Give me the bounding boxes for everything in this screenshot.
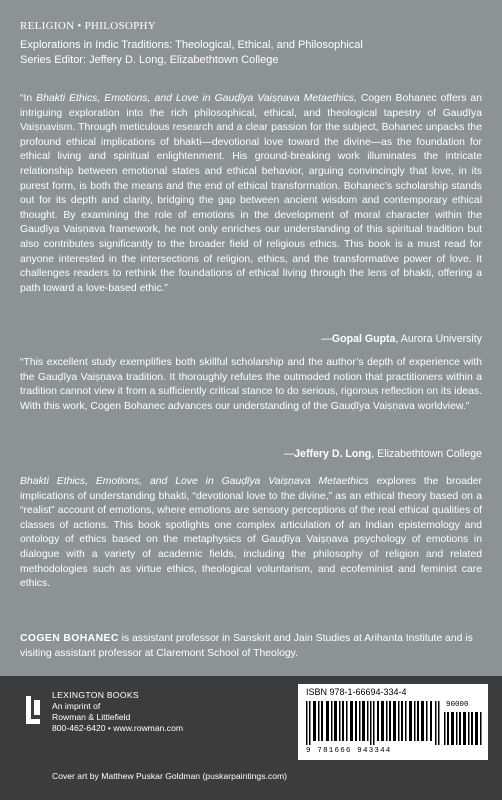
series-editor: Series Editor: Jeffery D. Long, Elizabethtown College [20,54,279,66]
barcode-number: 9 781666 943344 [306,747,392,755]
author-bio-text: is assistant professor in Sanskrit and Jain Studies at Arihanta Institute and is visiting assistant professor at Claremont School of Theology. [20,633,473,659]
publisher-line2: Rowman & Littlefield [52,712,131,722]
publisher-name: LEXINGTON BOOKS [52,690,139,700]
endorser-name: Jeffery D. Long [294,448,372,460]
quote-text: Cogen Bohanec offers an intriguing exploration into the rich philosophical, ethical, and theological tapestry of Gauḍīya Vaiṣṇavism. Through meticulous research and a clear passion for the subject, Bohanec unpacks the profound ethical implications of bhakti—devotional love toward the divine—as the foundation for ethical living and spiritual enlightenment. His ground-breaking work illuminates the intricate relationship between emotional states and ethical behavior, arguing convincingly that love, in its purest form, is both the means and the end of ethical transformation. Bohanec’s scholarship stands out for its depth and clarity, bridging the gap between ancient wisdom and contemporary ethical thought. By examining the role of emotions in the development of moral character within the Gauḍīya Vaiṣṇava framework, he not only enriches our understanding of this spiritual tradition but also contributes significantly to the broader field of religious ethics. This book is a must read for anyone interested in the intersections of religion, ethics, and the transformative power of love. It challenges readers to rethink the foundations of ethical living through the lens of bhakti, offering a path toward a love-based ethic.” [20,93,482,294]
attr-dash: — [321,333,332,345]
barcode-bars-icon [306,701,440,745]
quote-open: “In [20,93,37,104]
publisher-band [0,676,502,800]
price-code: 90000 [446,701,469,709]
endorser-affiliation: , Elizabethtown College [371,448,482,460]
header [20,20,490,68]
series-title: Explorations in Indic Traditions: Theological, Ethical, and Philosophical [20,39,363,51]
publisher-info [52,690,183,734]
isbn-text: ISBN 978-1-66694-334-4 [306,687,407,697]
endorsement-quote-2: “This excellent study exemplifies both skillful scholarship and the author’s depth of experience with the Gauḍīya Vaiṣṇava tradition. It thoroughly refutes the outmoded notion that practitioners within a tradition cannot view it from a sufficiently critical stance to do serious, rigorous reflection on its ideas. With this work, Cogen Bohanec advances our understanding of the Gauḍīya Vaiṣṇava worldview.” [20,357,482,412]
publisher-line1: An imprint of [52,701,101,711]
lexington-logo-icon [22,694,44,728]
publisher-contact: 800-462-6420 • www.rowman.com [52,723,184,733]
author-bio [20,632,482,661]
addon-barcode-icon [444,712,482,745]
cover-art-credit: Cover art by Matthew Puskar Goldman (puskarpaintings.com) [52,771,287,781]
isbn-barcode [298,684,488,760]
attr-dash: — [283,448,295,460]
description-text: explores the broader implications of understanding bhakti, “devotional love to the divine,” as an ethical theory based on a “realist” account of emotions, where emotions are sensory perceptions of the real ethical qualities of classes of actions. This book spotlights one complex articulation of an Indian epistemology and ontology of ethics based on the metaphysics of Gauḍīya Vaiṣṇava psychology of emotions in dialogue with a variety of academic fields, including the philosophy of religion and related methodologies such as virtue ethics, theological voluntarism, and ecofeminist and feminist care ethics. [20,476,482,590]
book-description [20,475,482,592]
author-name: COGEN BOHANEC [20,633,119,644]
endorsement-quote-1 [20,92,482,296]
endorsement-attribution-1 [321,333,482,345]
quote-book-title: Bhakti Ethics, Emotions, and Love in Gauḍīya Vaiṣṇava Metaethics, [36,93,357,104]
endorser-affiliation: , Aurora University [395,333,482,345]
endorsement-attribution-2 [284,448,482,460]
endorser-name: Gopal Gupta [331,333,396,345]
category-label: RELIGION • PHILOSOPHY [20,20,157,32]
description-book-title: Bhakti Ethics, Emotions, and Love in Gauḍīya Vaiṣṇava Metaethics [20,476,369,487]
